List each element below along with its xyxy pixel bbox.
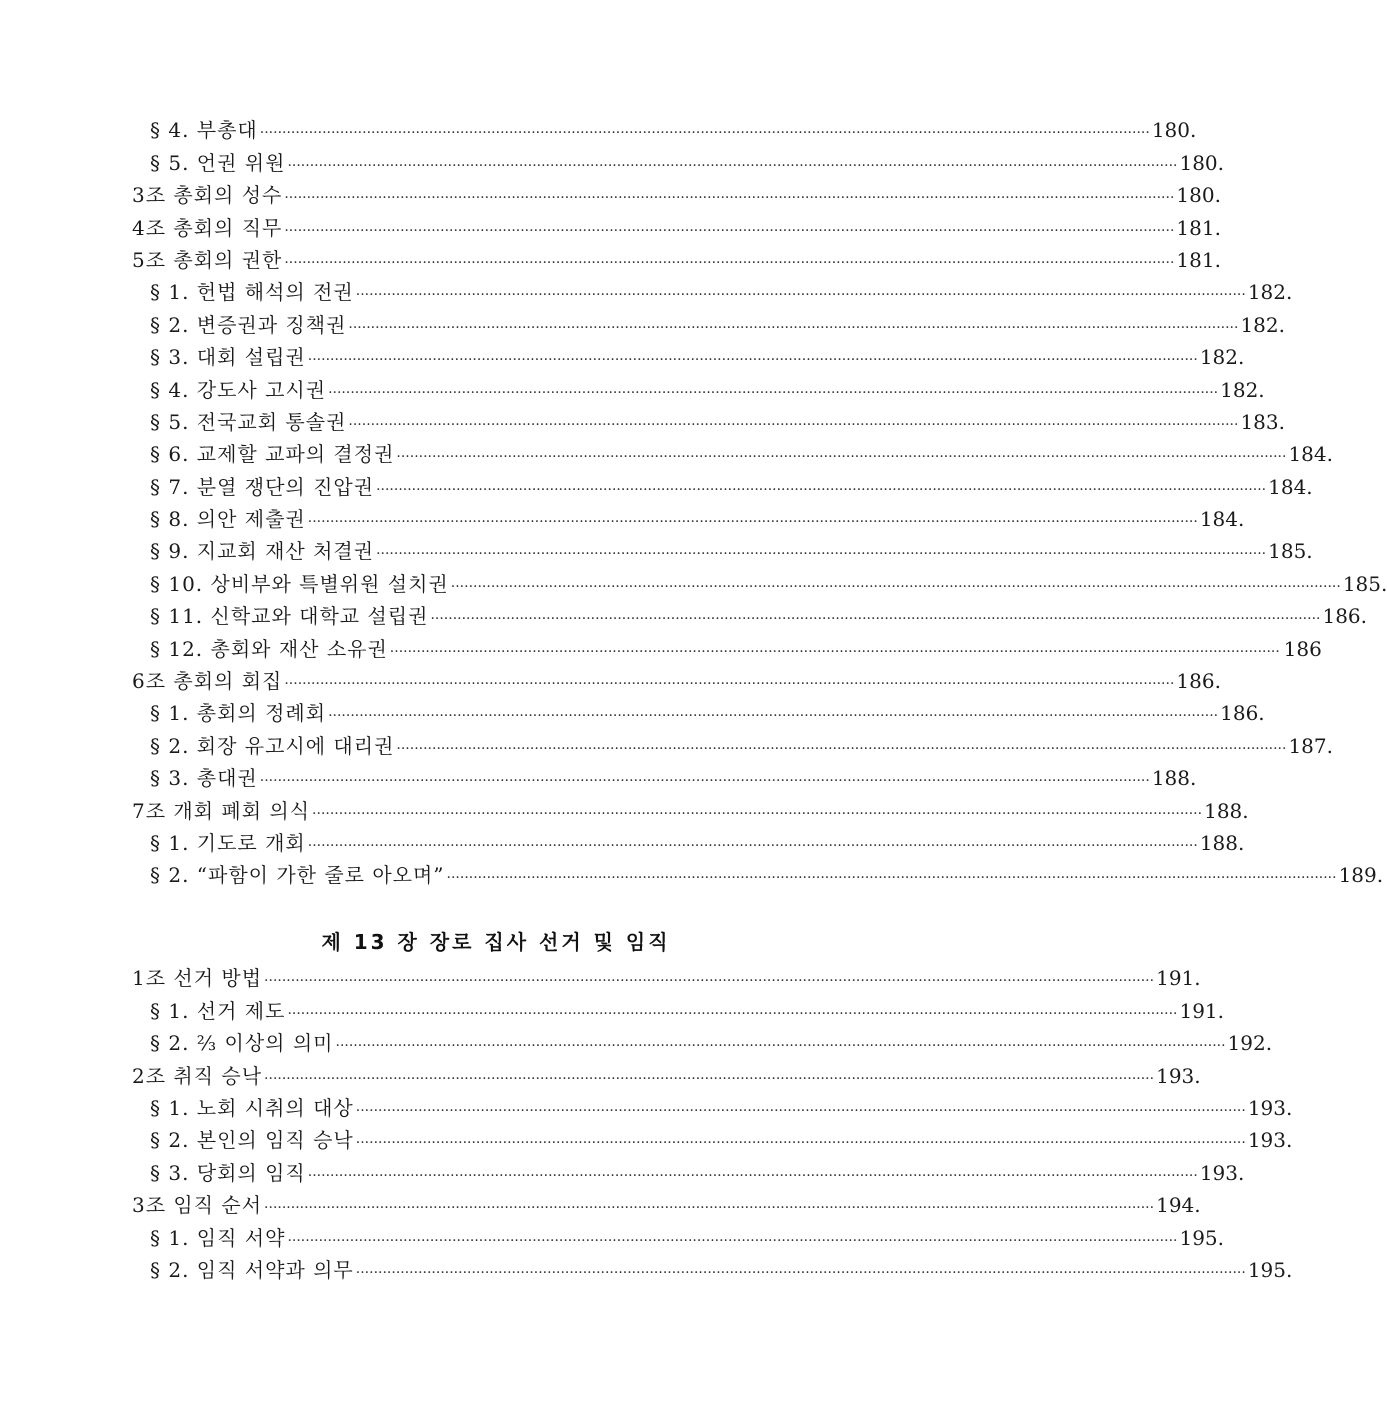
toc-entry-title: § 2. 변증권과 징책권 [150,312,347,337]
toc-entry-page: 182. [1220,377,1265,402]
toc-entry-title: § 1. 임직 서약 [150,1225,286,1250]
toc-entry-page: 193. [1199,1160,1245,1185]
toc-entry [132,827,1245,859]
dot-leader: ········································································································································································································ [389,643,1280,660]
dot-leader: ········································································································································································································ [264,1200,1155,1217]
toc-entry-page: 180. [1179,150,1225,175]
toc-entry-page: 191. [1156,966,1201,991]
dot-leader: ········································································································································································································ [287,1005,1178,1022]
toc-entry [132,535,1313,567]
toc-entry-page: 193. [1156,1063,1201,1088]
toc-entry-title: § 8. 의안 제출권 [150,507,306,532]
dot-leader: ········································································································································································································ [284,676,1175,693]
dot-leader: ········································································································································································································ [307,352,1198,369]
toc-entry-title: § 5. 언권 위원 [150,150,286,175]
toc-entry-page: 193. [1247,1128,1293,1153]
toc-entry [132,762,1197,794]
toc-entry-page: 194. [1156,1193,1201,1218]
dot-leader: ········································································································································································································ [307,837,1198,854]
toc-entry [132,308,1285,340]
toc-entry-page: 192. [1227,1031,1273,1056]
toc-entry [132,406,1285,438]
dot-leader: ········································································································································································································ [355,287,1246,304]
toc-entry-title: § 1. 기도로 개회 [150,830,306,855]
dot-leader: ········································································································································································································ [450,578,1341,595]
dot-leader: ········································································································································································································ [430,611,1321,628]
toc-entry-title: § 1. 헌법 해석의 전권 [150,280,354,305]
dot-leader: ········································································································································································································ [307,514,1198,531]
toc-entry-page: 188. [1204,798,1249,823]
toc-entry-page: 184. [1288,442,1333,467]
toc-entry [132,1124,1293,1156]
toc-entry-page: 183. [1240,409,1285,434]
toc-entry [132,697,1265,729]
toc-entry-page: 186. [1220,701,1265,726]
dot-leader: ········································································································································································································ [307,1167,1198,1184]
toc-entry-title: § 3. 당회의 임직 [150,1160,306,1185]
dot-leader: ········································································································································································································ [328,708,1219,725]
dot-leader: ········································································································································································································ [355,1102,1246,1119]
toc-entry-page: 195. [1179,1225,1225,1250]
dot-leader: ········································································································································································································ [287,1232,1178,1249]
toc-entry [132,1092,1293,1124]
toc-entry [132,341,1245,373]
toc-entry [132,567,1387,599]
dot-leader: ········································································································································································································ [284,222,1175,239]
dot-leader: ········································································································································································································ [335,1038,1226,1055]
toc-entry [132,438,1333,470]
toc-entry [132,1254,1293,1286]
toc-entry-title: § 11. 신학교와 대학교 설립권 [150,604,429,629]
toc-entry-page: 180. [1176,183,1221,208]
dot-leader: ········································································································································································································ [348,416,1239,433]
toc-entry-title: 6조 총회의 회집 [132,669,283,694]
dot-leader: ········································································································································································································ [264,973,1155,990]
toc-entry [132,276,1293,308]
toc-entry-page: 181. [1176,247,1221,272]
toc-entry [132,632,1322,664]
toc-entry-title: § 1. 선거 제도 [150,998,286,1023]
toc-entry-page: 187. [1288,733,1333,758]
dot-leader: ········································································································································································································ [312,805,1203,822]
toc-entry-page: 186. [1322,604,1368,629]
toc-list [132,962,1293,1286]
toc-entry-title: 4조 총회의 직무 [132,215,283,240]
toc-entry [132,1189,1201,1221]
toc-entry-page: 182. [1247,280,1293,305]
toc-entry-page: 193. [1247,1095,1293,1120]
dot-leader: ········································································································································································································ [284,190,1175,207]
dot-leader: ········································································································································································································ [259,125,1150,142]
toc-entry-page: 182. [1240,312,1285,337]
toc-entry [132,373,1265,405]
dot-leader: ········································································································································································································ [396,449,1287,466]
toc-entry-title: § 9. 지교회 재산 처결권 [150,539,375,564]
toc-entry-page: 186 [1283,636,1322,661]
toc-entry-page: 184. [1268,474,1313,499]
toc-entry-title: § 1. 노회 시취의 대상 [150,1095,354,1120]
toc-entry [132,794,1249,826]
dot-leader: ········································································································································································································ [264,1070,1155,1087]
toc-entry-title: § 5. 전국교회 통솔권 [150,409,347,434]
toc-entry [132,114,1197,146]
toc-entry [132,665,1221,697]
toc-entry [132,146,1225,178]
toc-entry-title: § 2. “파함이 가한 줄로 아오며” [150,863,445,888]
toc-entry-title: § 12. 총회와 재산 소유권 [150,636,388,661]
toc-entry-title: 3조 임직 순서 [132,1193,263,1218]
toc-entry-title: 2조 취직 승낙 [132,1063,263,1088]
toc-entry [132,600,1368,632]
toc-entry-page: 188. [1199,830,1245,855]
toc-entry-page: 180. [1151,118,1197,143]
toc-entry [132,1221,1225,1253]
dot-leader: ········································································································································································································ [284,254,1175,271]
toc-entry-page: 182. [1199,345,1245,370]
toc-entry [132,994,1225,1026]
toc-entry [132,179,1221,211]
toc-entry-title: 5조 총회의 권한 [132,247,283,272]
toc-entry-title: § 2. 임직 서약과 의무 [150,1257,354,1282]
toc-entry-title: § 2. ⅔ 이상의 의미 [150,1031,334,1056]
toc-entry-title: 1조 선거 방법 [132,966,263,991]
toc-entry-title: § 7. 분열 쟁단의 진압권 [150,474,375,499]
toc-entry [132,729,1333,761]
toc-entry [132,503,1245,535]
dot-leader: ········································································································································································································ [446,870,1337,887]
dot-leader: ········································································································································································································ [259,773,1150,790]
toc-entry-title: § 2. 본인의 임직 승낙 [150,1128,354,1153]
toc-entry [132,470,1313,502]
toc-entry-page: 185. [1268,539,1313,564]
toc-entry [132,1156,1245,1188]
toc-entry [132,1059,1201,1091]
dot-leader: ········································································································································································································ [355,1264,1246,1281]
toc-entry-title: 7조 개회 폐회 의식 [132,798,311,823]
chapter-heading: 제 13 장 장로 집사 선거 및 임직 [321,930,671,954]
toc-entry-page: 185. [1342,571,1387,596]
toc-entry-page: 188. [1151,766,1197,791]
toc-entry-page: 186. [1176,669,1221,694]
toc-entry-title: § 6. 교제할 교파의 결정권 [150,442,395,467]
dot-leader: ········································································································································································································ [328,384,1219,401]
toc-entry [132,859,1384,891]
toc-entry-title: § 4. 부총대 [150,118,258,143]
dot-leader: ········································································································································································································ [355,1135,1246,1152]
toc-entry-page: 184. [1199,507,1245,532]
toc-entry-page: 181. [1176,215,1221,240]
toc-entry-page: 195. [1247,1257,1293,1282]
dot-leader: ········································································································································································································ [376,481,1267,498]
dot-leader: ········································································································································································································ [396,740,1287,757]
toc-entry-title: 3조 총회의 성수 [132,183,283,208]
toc-entry-title: § 3. 대회 설립권 [150,345,306,370]
toc-entry-title: § 3. 총대권 [150,766,258,791]
dot-leader: ········································································································································································································ [348,319,1239,336]
toc-entry [132,1027,1273,1059]
toc-entry-title: § 4. 강도사 고시권 [150,377,327,402]
toc-entry-title: § 2. 회장 유고시에 대리권 [150,733,395,758]
toc-entry-page: 189. [1338,863,1384,888]
toc-entry-title: § 10. 상비부와 특별위원 설치권 [150,571,449,596]
toc-entry [132,211,1221,243]
toc-entry-page: 191. [1179,998,1225,1023]
toc-entry-title: § 1. 총회의 정례회 [150,701,327,726]
dot-leader: ········································································································································································································ [287,157,1178,174]
toc-entry [132,962,1201,994]
toc-list [132,114,1387,891]
toc-entry [132,244,1221,276]
dot-leader: ········································································································································································································ [376,546,1267,563]
